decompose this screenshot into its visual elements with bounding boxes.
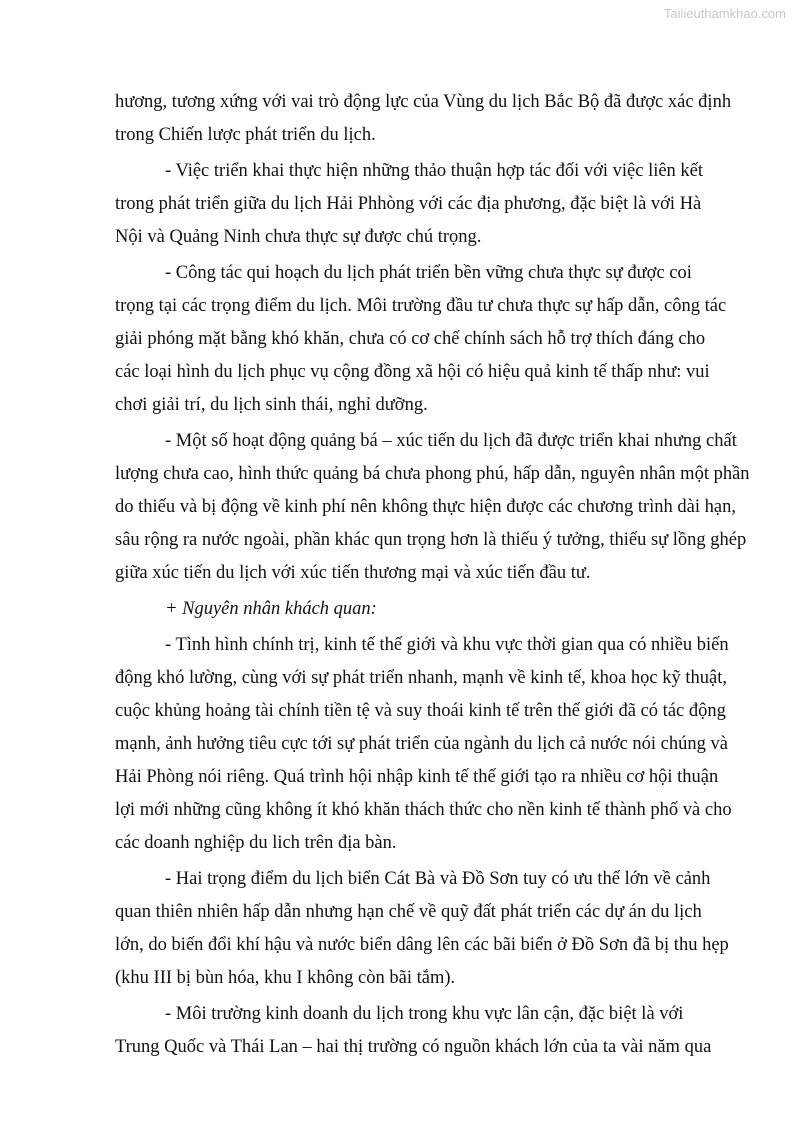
text-line: lớn, do biến đổi khí hậu và nước biển dâng lên các bãi biển ở Đồ Sơn đã bị thu hẹp <box>115 935 729 955</box>
text-line: hương, tương xứng với vai trò động lực của Vùng du lịch Bắc Bộ đã được xác định <box>115 92 732 112</box>
text-line: Trung Quốc và Thái Lan – hai thị trường có nguồn khách lớn của ta vài năm qua <box>115 1037 712 1057</box>
text-line: lượng chưa cao, hình thức quảng bá chưa phong phú, hấp dẫn, nguyên nhân một phần <box>115 464 750 484</box>
text-line: quan thiên nhiên hấp dẫn nhưng hạn chế về quỹ đất phát triển các dự án du lịch <box>115 902 702 922</box>
text-line: sâu rộng ra nước ngoài, phần khác qun trọng hơn là thiếu ý tưởng, thiếu sự lồng ghép <box>115 530 747 550</box>
text-line: - Môi trường kinh doanh du lịch trong khu vực lân cận, đặc biệt là với <box>165 1004 684 1024</box>
text-line: các loại hình du lịch phục vụ cộng đồng xã hội có hiệu quả kinh tế thấp như: vui <box>115 362 710 382</box>
text-line: giải phóng mặt bằng khó khăn, chưa có cơ chế chính sách hỗ trợ thích đáng cho <box>115 329 706 349</box>
text-line: - Một số hoạt động quảng bá – xúc tiến du lịch đã được triển khai nhưng chất <box>165 431 737 451</box>
text-line: - Tình hình chính trị, kinh tế thế giới và khu vực thời gian qua có nhiều biến <box>165 635 729 655</box>
text-line: trong Chiến lược phát triển du lịch. <box>115 125 376 145</box>
text-line: giữa xúc tiến du lịch với xúc tiến thương mại và xúc tiến đầu tư. <box>115 563 591 583</box>
section-heading <box>115 593 760 626</box>
text-line: do thiếu và bị động về kinh phí nên không thực hiện được các chương trình dài hạn, <box>115 497 736 517</box>
text-line: - Hai trọng điểm du lịch biển Cát Bà và Đồ Sơn tuy có ưu thế lớn về cảnh <box>165 869 711 889</box>
text-line: chơi giải trí, du lịch sinh thái, nghỉ dưỡng. <box>115 395 428 415</box>
text-line: cuộc khủng hoảng tài chính tiền tệ và suy thoái kinh tế trên thế giới đã có tác động <box>115 701 726 721</box>
text-line: - Việc triển khai thực hiện những thảo thuận hợp tác đối với việc liên kết <box>165 161 704 181</box>
watermark: Tailieuthamkhao.com <box>663 6 786 21</box>
text-line: Hải Phòng nói riêng. Quá trình hội nhập kinh tế thế giới tạo ra nhiều cơ hội thuận <box>115 767 719 787</box>
text-line: mạnh, ảnh hưởng tiêu cực tới sự phát triển của ngành du lịch cả nước nói chúng và <box>115 734 728 754</box>
text-line: trọng tại các trọng điểm du lịch. Môi trường đầu tư chưa thực sự hấp dẫn, công tác <box>115 296 727 316</box>
paragraph <box>115 425 760 590</box>
text-line: lợi mới những cũng không ít khó khăn thách thức cho nền kinh tế thành phố và cho <box>115 800 732 820</box>
paragraph <box>115 155 760 254</box>
text-line: Nội và Quảng Ninh chưa thực sự được chú trọng. <box>115 227 482 247</box>
document-body <box>115 86 760 1067</box>
paragraph <box>115 86 760 152</box>
paragraph <box>115 863 760 995</box>
paragraph <box>115 998 760 1064</box>
text-line: + Nguyên nhân khách quan: <box>165 599 377 619</box>
text-line: trong phát triển giữa du lịch Hải Phhòng với các địa phương, đặc biệt là với Hà <box>115 194 702 214</box>
paragraph <box>115 257 760 422</box>
text-line: các doanh nghiệp du lich trên địa bàn. <box>115 833 397 853</box>
text-line: động khó lường, cùng với sự phát triển nhanh, mạnh về kinh tế, khoa học kỹ thuật, <box>115 668 727 688</box>
paragraph <box>115 629 760 860</box>
text-line: (khu III bị bùn hóa, khu I không còn bãi tắm). <box>115 968 456 988</box>
text-line: - Công tác qui hoạch du lịch phát triển bền vững chưa thực sự được coi <box>165 263 692 283</box>
